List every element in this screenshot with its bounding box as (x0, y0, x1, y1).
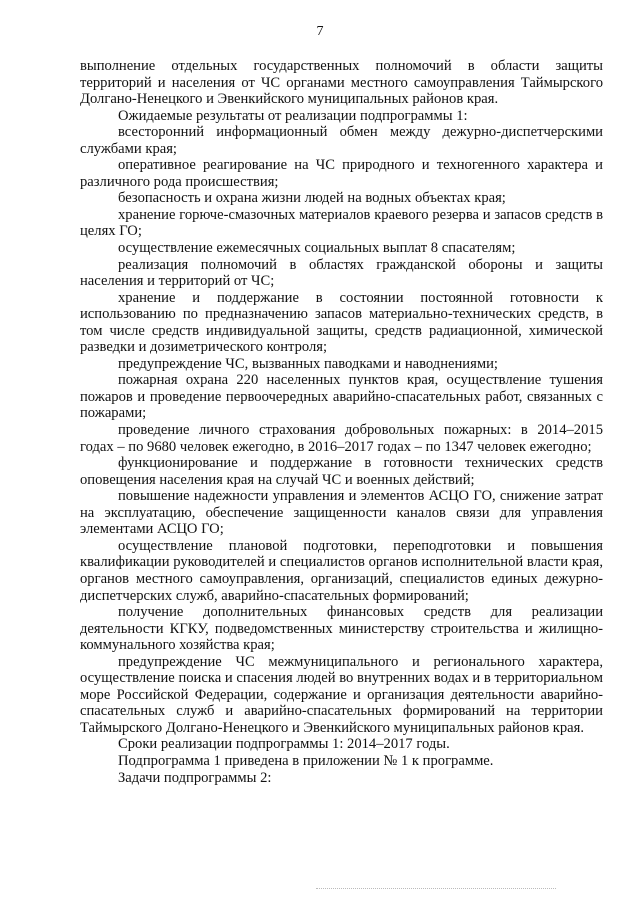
paragraph-firefighter-insurance: проведение личного страхования добровольных пожарных: в 2014–2015 годах – по 9680 человек ежегодно, в 2016–2017 годах – по 1347 человек ежегодно; (80, 422, 603, 455)
paragraph-civil-defense-powers: реализация полномочий в областях гражданской обороны и защиты населения и территорий от ЧС; (80, 256, 603, 290)
paragraph-flood-prevention: предупреждение ЧС, вызванных паводками и наводнениями; (118, 355, 498, 372)
paragraph-training: осуществление плановой подготовки, переподготовки и повышения квалификации руководителей и специалистов органов исполнительной власти края, органов местного самоуправления, организаций, специалистов единых дежурно-диспетчерских служб, аварийно-спасательных формирований; (80, 537, 603, 604)
paragraph-fuel-storage: хранение горюче-смазочных материалов краевого резерва и запасов средств в целях ГО; (80, 206, 603, 240)
paragraph-subprogram-2-tasks: Задачи подпрограммы 2: (118, 769, 272, 786)
document-body (80, 58, 603, 786)
paragraph-info-exchange: всесторонний информационный обмен между дежурно-диспетчерскими службами края; (80, 124, 603, 157)
paragraph-appendix-reference: Подпрограмма 1 приведена в приложении № 1 к программе. (118, 752, 494, 769)
page-number: 7 (316, 24, 324, 39)
paragraph-fire-protection: пожарная охрана 220 населенных пунктов края, осуществление тушения пожаров и проведение первоочередных аварийно-спасательных работ, связанных с пожарами; (80, 372, 603, 422)
paragraph-social-payments: осуществление ежемесячных социальных выплат 8 спасателям; (118, 240, 516, 257)
paragraph-rapid-response: оперативное реагирование на ЧС природного и техногенного характера и различного рода происшествия; (80, 157, 603, 190)
paragraph-expected-results-heading: Ожидаемые результаты от реализации подпрограммы 1: (118, 107, 468, 124)
bottom-divider (316, 888, 556, 889)
paragraph-continuation: выполнение отдельных государственных полномочий в области защиты территорий и населения от ЧС органами местного самоуправления Таймырского Долгано-Ненецкого и Эвенкийского муниципальных районов края. (80, 58, 603, 108)
paragraph-asco-reliability: повышение надежности управления и элементов АСЦО ГО, снижение затрат на эксплуатацию, обеспечение защищенности каналов связи для управления элементами АСЦО ГО; (80, 488, 603, 538)
paragraph-implementation-period: Сроки реализации подпрограммы 1: 2014–2017 годы. (118, 736, 450, 753)
paragraph-water-safety: безопасность и охрана жизни людей на водных объектах края; (118, 190, 506, 207)
paragraph-material-reserves: хранение и поддержание в состоянии постоянной готовности к использованию по предназначению запасов материально-технических средств, в том числе средств индивидуальной защиты, средств радиационной, химической разведки и дозиметрического контроля; (80, 289, 603, 356)
paragraph-search-rescue: предупреждение ЧС межмуниципального и регионального характера, осуществление поиска и спасения людей во внутренних водах и в территориальном море Российской Федерации, содержание и организация деятельности аварийно-спасательных служб и аварийно-спасательных формирований на территории Таймырского Долгано-Ненецкого и Эвенкийского муниципальных районов края. (80, 653, 603, 736)
paragraph-warning-systems: функционирование и поддержание в готовности технических средств оповещения населения края на случай ЧС и военных действий; (80, 455, 603, 488)
paragraph-additional-funding: получение дополнительных финансовых средств для реализации деятельности КГКУ, подведомственных министерству строительства и жилищно-коммунального хозяйства края; (80, 604, 603, 654)
